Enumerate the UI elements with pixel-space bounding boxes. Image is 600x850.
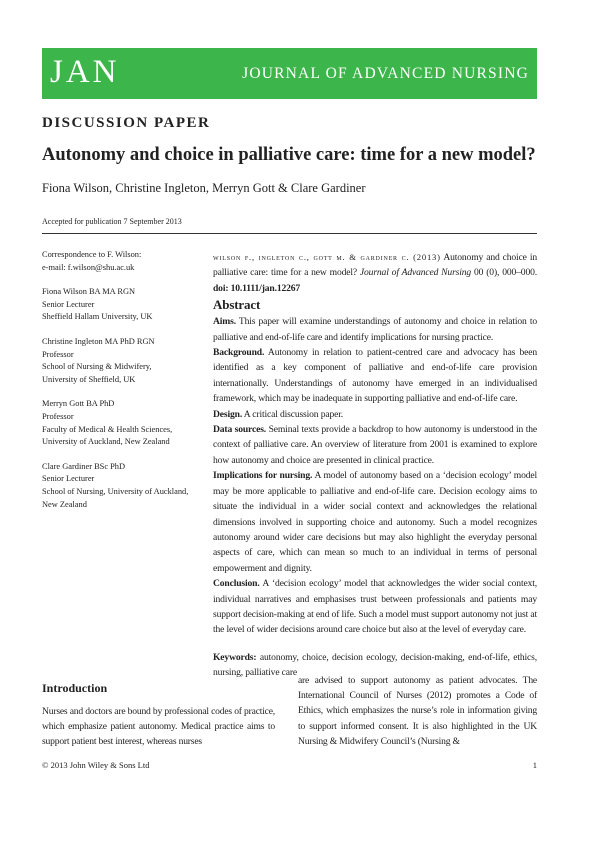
abstract-conclusion: Conclusion. A ‘decision ecology’ model that acknowledges the wider social context, individual narratives and emphasises trust between professionals and patients may support decision-making at end of life. Such a model must support autonomy not just at the level of wider decisions around care choice but also at the level of everyday care. bbox=[213, 578, 537, 636]
affiliation: Christine Ingleton MA PhD RGN Professor School of Nursing & Midwifery, University of Sheffield, UK bbox=[42, 336, 155, 384]
journal-logo: JAN bbox=[50, 54, 120, 90]
abstract-aims: Aims. This paper will examine understandings of autonomy and choice in relation to palliative and end-of-life care and identify implications for nursing practice. bbox=[213, 316, 537, 343]
affiliation: Clare Gardiner BSc PhD Senior Lecturer School of Nursing, University of Auckland, New Zealand bbox=[42, 461, 189, 509]
doi-link[interactable]: doi: 10.1111/jan.12267 bbox=[213, 282, 301, 294]
page-number: 1 bbox=[532, 760, 537, 770]
author-sidebar bbox=[42, 249, 212, 523]
abstract-column bbox=[213, 250, 537, 681]
correspondence: Correspondence to F. Wilson: e-mail: f.wilson@shu.ac.uk bbox=[42, 250, 142, 272]
keywords: Keywords: autonomy, choice, decision ecology, decision-making, end-of-life, ethics, nursing, palliative care bbox=[213, 651, 537, 679]
abstract-heading: Abstract bbox=[213, 297, 261, 313]
introduction-heading: Introduction bbox=[42, 681, 108, 695]
accepted-date: Accepted for publication 7 September 2013 bbox=[42, 217, 182, 226]
abstract-implications: Implications for nursing. A model of autonomy based on a ‘decision ecology’ model may be more applicable to palliative and end-of-life care. Decision ecology aims to situate the individual in a wider social context and acknowledges the relational dimensions involved in supporting choice and autonomy. Such a model recognizes autonomy around wider care decisions but may also highlight the everyday personal aspects of care, which can mean so much to an individual in terms of personal empowerment and dignity. bbox=[213, 470, 537, 574]
article-type: DISCUSSION PAPER bbox=[42, 115, 211, 131]
divider bbox=[42, 233, 537, 234]
author-list: Fiona Wilson, Christine Ingleton, Merryn Gott & Clare Gardiner bbox=[42, 181, 366, 195]
affiliation: Fiona Wilson BA MA RGN Senior Lecturer Sheffield Hallam University, UK bbox=[42, 287, 153, 322]
abstract-design: Design. A critical discussion paper. bbox=[213, 408, 343, 420]
journal-name: JOURNAL OF ADVANCED NURSING bbox=[242, 65, 529, 82]
journal-banner bbox=[42, 48, 537, 99]
introduction-text-right: are advised to support autonomy as patient advocates. The International Council of Nurses (2012) promotes a Code of Ethics, which emphasizes the nurse’s role in information giving to support informed consent. It is also highlighted in the UK Nursing & Midwifery Council’s (Nursing & bbox=[298, 675, 537, 747]
citation: wilson f., ingleton c., gott m. & gardiner c. (2013) Autonomy and choice in palliative care: time for a new model? Journal of Advanced Nursing 00 (0), 000–000. doi: 10.1111/jan.12267 bbox=[213, 252, 537, 294]
article-title: Autonomy and choice in palliative care: time for a new model? bbox=[42, 145, 536, 165]
abstract-background: Background. Autonomy in relation to patient-centred care and advocacy has been identified as a key component of palliative and end-of-life care provision internationally. Understandings of autonomy have emerged in an individualised framework, which may be inadequate in supporting palliative and end-of-life care. bbox=[213, 347, 537, 405]
abstract-data-sources: Data sources. Seminal texts provide a backdrop to how autonomy is understood in the context of palliative care. An overview of literature from 2001 is examined to explore how autonomy and choice are presented in clinical practice. bbox=[213, 424, 537, 466]
affiliation: Merryn Gott BA PhD Professor Faculty of Medical & Health Sciences, University of Auckland, New Zealand bbox=[42, 399, 173, 447]
introduction-text-left: Nurses and doctors are bound by professional codes of practice, which emphasize patient autonomy. Medical practice aims to support patient best interest, whereas nurses bbox=[42, 706, 275, 748]
email-link[interactable]: e-mail: f.wilson@shu.ac.uk bbox=[42, 262, 135, 272]
copyright: © 2013 John Wiley & Sons Ltd bbox=[42, 760, 150, 770]
